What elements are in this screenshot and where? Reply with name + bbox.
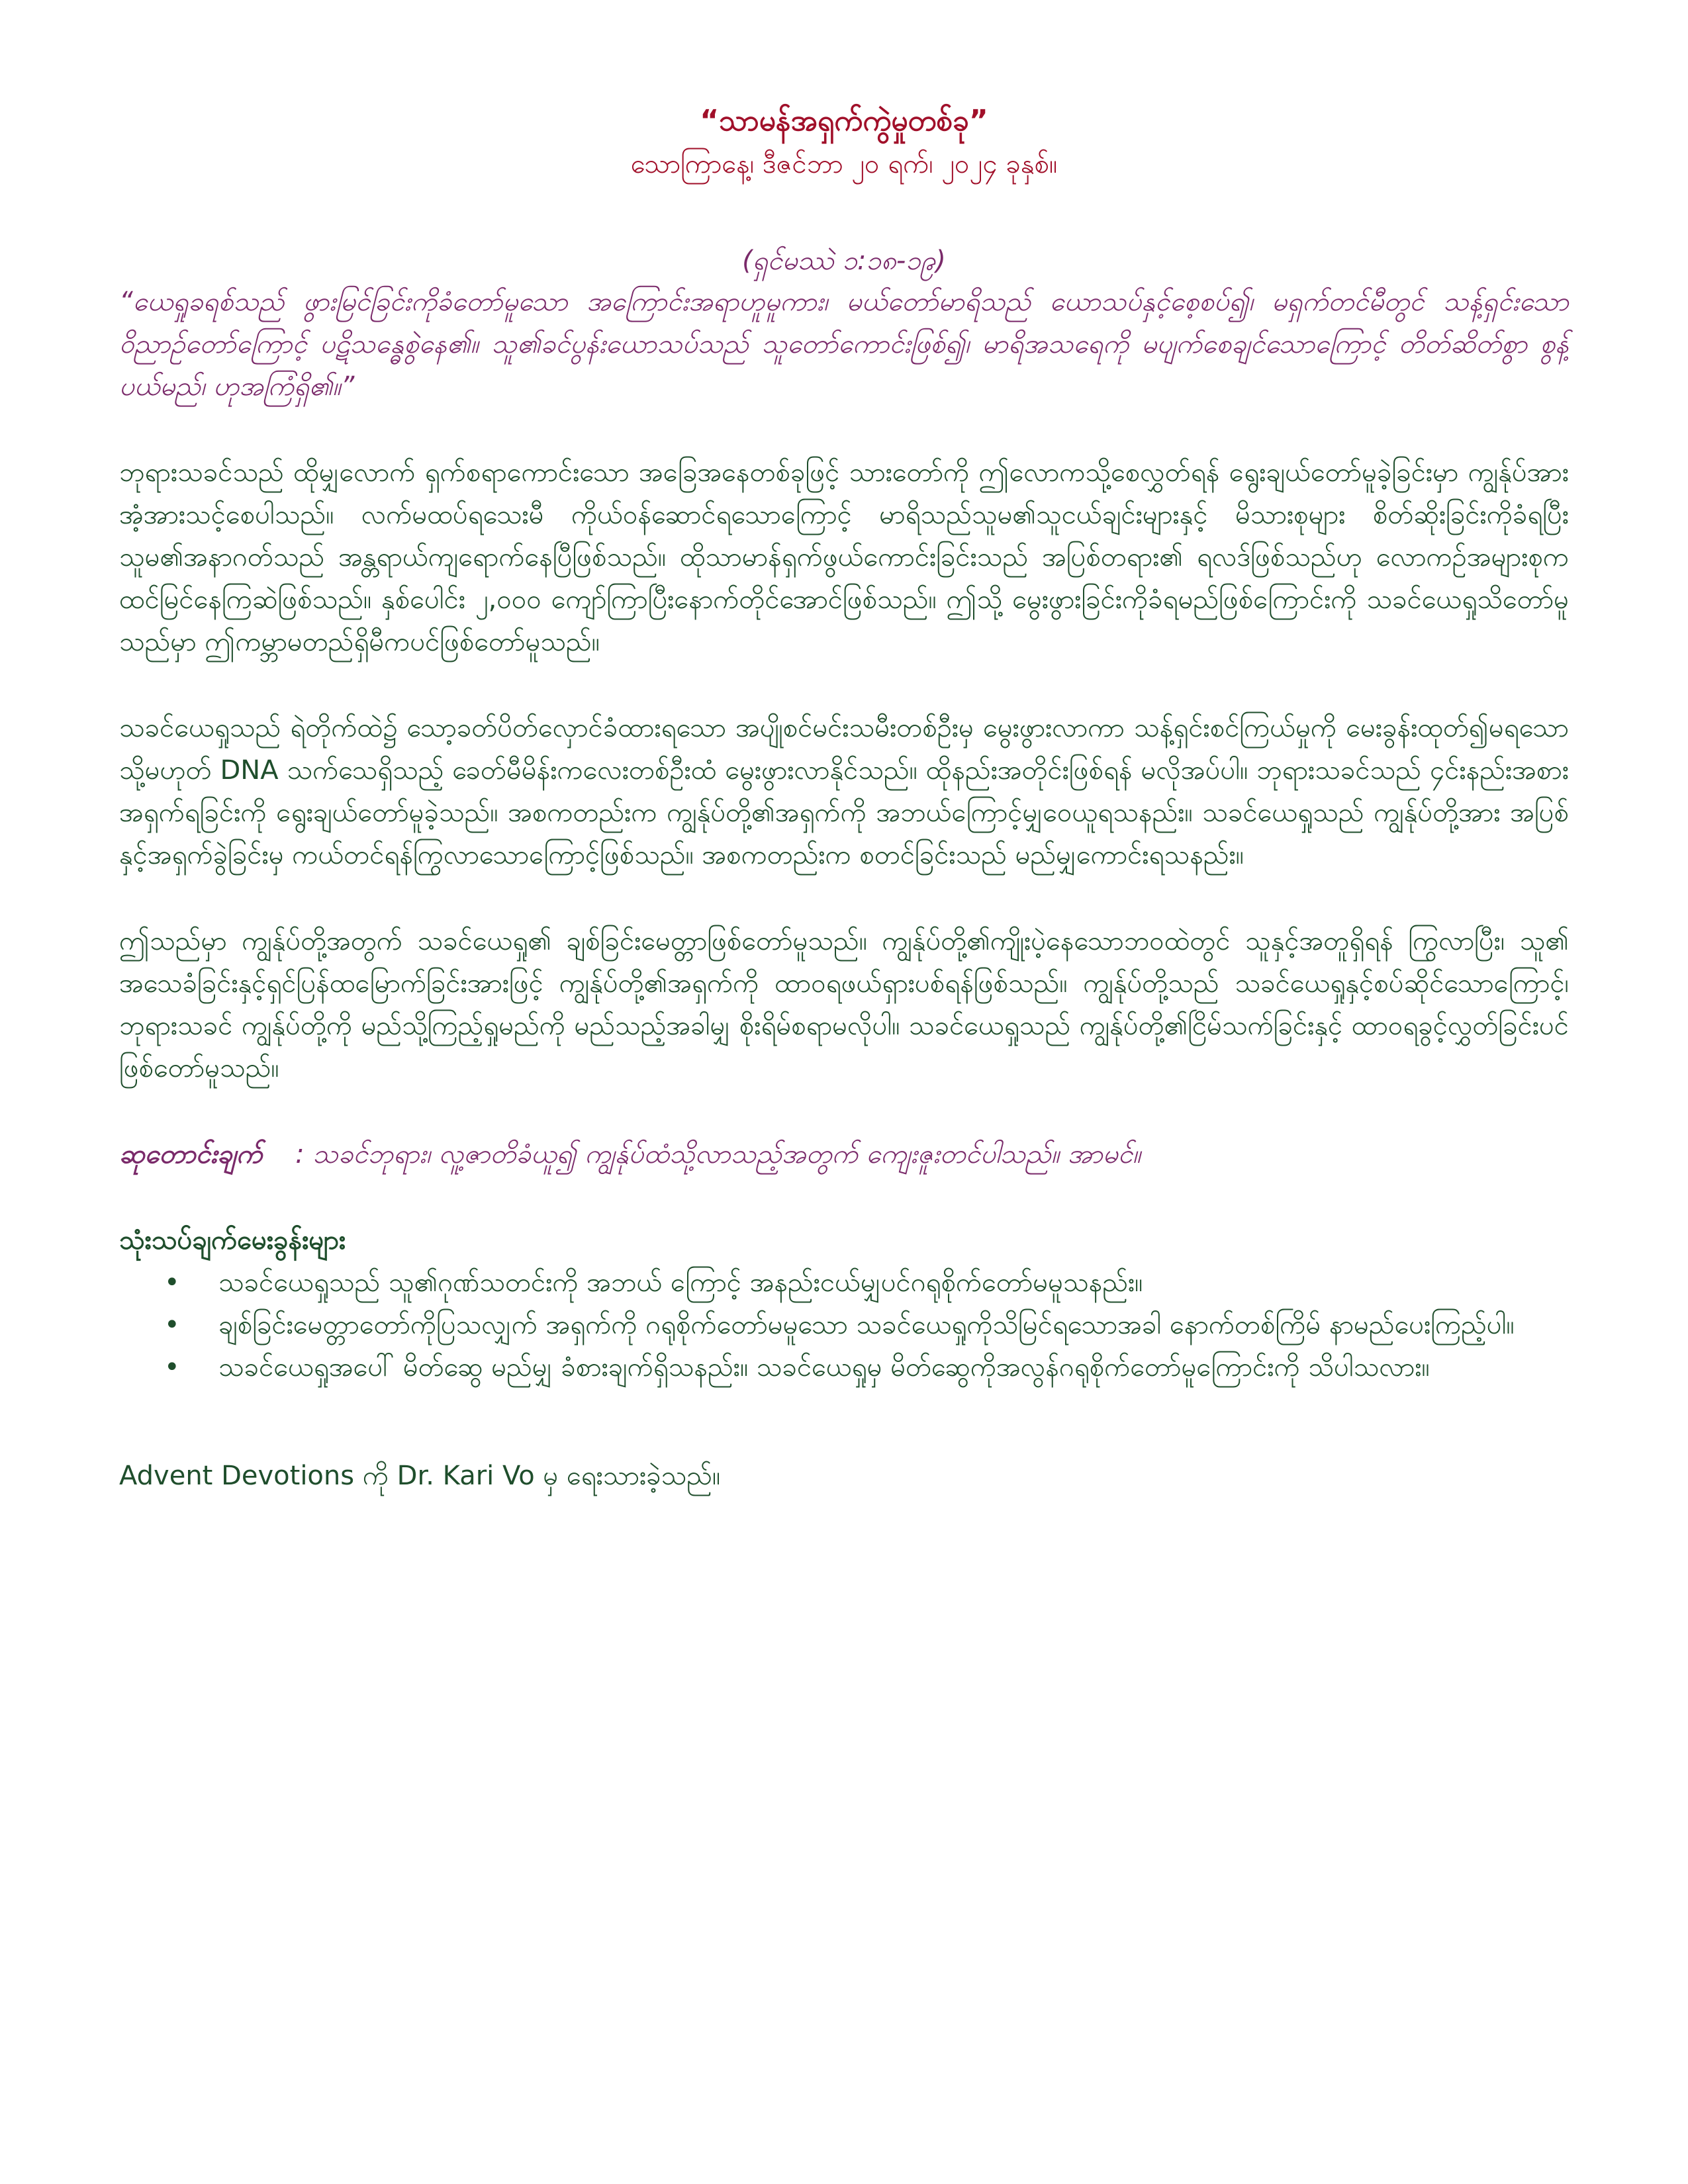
scripture-reference: (ရှင်မဿဲ ၁:၁၈-၁၉) <box>742 246 946 276</box>
devotion-title: “သာမန်အရှက်ကွဲမှုတစ်ခု” <box>700 104 988 138</box>
scripture-text: “ယေရှုခရစ်သည် ဖွားမြင်ခြင်းကိုခံတော်မူသော အကြောင်းအရာဟူမူကား၊ မယ်တော်မာရိသည် ယောသပ်နှင့်စေ့စပ်၍၊ မရှက်တင်မီတွင် သန့်ရှင်းသောဝိညာဉ်တော်ကြောင့် ပဋိသန္ဓေစွဲနေ၏။ သူ၏ခင်ပွန်းယောသပ်သည် သူတော်ကောင်းဖြစ်၍၊ မာရိအသရေကို မပျက်စေချင်သောကြောင့် တိတ်ဆိတ်စွာ စွန့်ပယ်မည်၊ ဟုအကြံရှိ၏။” <box>119 287 1569 402</box>
bullet-icon: • <box>164 1267 180 1298</box>
question-text: သခင်ယေရှုအပေါ် မိတ်ဆွေ မည်မျှ ခံစားချက်ရှိသနည်း။ သခင်ယေရှုမှ မိတ်ဆွေကိုအလွန်ဂရုစိုက်တော်မူကြောင်းကို သိပါသလား။ <box>218 1352 1430 1383</box>
question-text: ချစ်ခြင်းမေတ္တာတော်ကိုပြသလျှက် အရှက်ကို ဂရုစိုက်တော်မမူသော သခင်ယေရှုကိုသိမြင်ရသောအခါ နောက်တစ်ကြိမ် နာမည်ပေးကြည့်ပါ။ <box>218 1310 1515 1340</box>
reflection-questions-list <box>119 1261 1569 1388</box>
reflection-questions-heading: သုံးသပ်ချက်မေးခွန်းများ <box>119 1225 346 1255</box>
bullet-icon: • <box>164 1310 180 1340</box>
devotion-page <box>119 99 1569 1497</box>
reflection-question <box>164 1261 1569 1304</box>
prayer <box>119 1133 1569 1175</box>
prayer-text: : သခင်ဘုရား၊ လူ့ဇာတိခံယူ၍ ကျွန်ုပ်ထံသို့လာသည့်အတွက် ကျေးဇူးတင်ပါသည်။ အာမင်။ <box>295 1139 1141 1169</box>
author-credit: Advent Devotions ကို Dr. Kari Vo မှ ရေးသားခဲ့သည်။ <box>119 1461 721 1491</box>
body-paragraph-1: ဘုရားသခင်သည် ထိုမျှလောက် ရှက်စရာကောင်းသော အခြေအနေတစ်ခုဖြင့် သားတော်ကို ဤလောကသို့စေလွှတ်ရန် ရွေးချယ်တော်မူခဲ့ခြင်းမှာ ကျွန်ုပ်အား အံ့အားသင့်စေပါသည်။ လက်မထပ်ရသေးမီ ကိုယ်ဝန်ဆောင်ရသောကြောင့် မာရိသည်သူမ၏သူငယ်ချင်းများနှင့် မိသားစုများ စိတ်ဆိုးခြင်းကိုခံရပြီး သူမ၏အနာဂတ်သည် အန္တရာယ်ကျရောက်နေပြီဖြစ်သည်။ ထိုသာမာန်ရှက်ဖွယ်ကောင်းခြင်းသည် အပြစ်တရား၏ ရလဒ်ဖြစ်သည်ဟု လောကဥ်အများစုက ထင်မြင်နေကြဆဲဖြစ်သည်။ နှစ်ပေါင်း ၂,၀၀၀ ကျော်ကြာပြီးနောက်တိုင်အောင်ဖြစ်သည်။ ဤသို့ မွေးဖွားခြင်းကိုခံရမည်ဖြစ်ကြောင်းကို သခင်ယေရှုသိတော်မူသည်မှာ ဤကမ္ဘာမတည်ရှိမီကပင်ဖြစ်တော်မူသည်။ <box>119 457 1569 657</box>
reflection-question <box>164 1304 1569 1346</box>
body-paragraph-2: သခင်ယေရှုသည် ရဲတိုက်ထဲ၌ သော့ခတ်ပိတ်လှောင်ခံထားရသော အပျိုစင်မင်းသမီးတစ်ဦးမှ မွေးဖွားလာကာ သန့်ရှင်းစင်ကြယ်မှုကို မေးခွန်းထုတ်၍မရသော သို့မဟုတ် DNA သက်သေရှိသည့် ခေတ်မီမိန်းကလေးတစ်ဦးထံ မွေးဖွားလာနိုင်သည်။ ထိုနည်းအတိုင်းဖြစ်ရန် မလိုအပ်ပါ။ ဘုရားသခင်သည် ၄င်းနည်းအစား အရှက်ရခြင်းကို ရွေးချယ်တော်မူခဲ့သည်။ အစကတည်းက ကျွန်ုပ်တို့၏အရှက်ကို အဘယ်ကြောင့်မျှဝေယူရသနည်း။ သခင်ယေရှုသည် ကျွန်ုပ်တို့အား အပြစ်နှင့်အရှက်ခွဲခြင်းမှ ကယ်တင်ရန်ကြွလာသောကြောင့်ဖြစ်သည်။ အစကတည်းက စတင်ခြင်းသည် မည်မျှကောင်းရသနည်း။ <box>119 713 1569 870</box>
prayer-label: ဆုတောင်းချက် <box>119 1139 263 1169</box>
body-paragraph-3: ဤသည်မှာ ကျွန်ုပ်တို့အတွက် သခင်ယေရှု၏ ချစ်ခြင်းမေတ္တာဖြစ်တော်မူသည်။ ကျွန်ုပ်တို့၏ကျိုးပဲ့နေသောဘဝထဲတွင် သူနှင့်အတူရှိရန် ကြွလာပြီး၊ သူ၏ အသေခံခြင်းနှင့်ရှင်ပြန်ထမြောက်ခြင်းအားဖြင့် ကျွန်ုပ်တို့၏အရှက်ကို ထာဝရဖယ်ရှားပစ်ရန်ဖြစ်သည်။ ကျွန်ုပ်တို့သည် သခင်ယေရှုနှင့်စပ်ဆိုင်သောကြောင့်၊ ဘုရားသခင် ကျွန်ုပ်တို့ကို မည်သို့ကြည့်ရှုမည်ကို မည်သည့်အခါမျှ စိုးရိမ်စရာမလိုပါ။ သခင်ယေရှုသည် ကျွန်ုပ်တို့၏ငြိမ်သက်ခြင်းနှင့် ထာဝရခွင့်လွှတ်ခြင်းပင်ဖြစ်တော်မူသည်။ <box>119 926 1569 1083</box>
question-text: သခင်ယေရှုသည် သူ၏ဂုဏ်သတင်းကို အဘယ် ကြောင့် အနည်းငယ်မျှပင်ဂရုစိုက်တော်မမူသနည်း။ <box>218 1267 1143 1298</box>
bullet-icon: • <box>164 1352 180 1383</box>
devotion-date: သောကြာနေ့၊ ဒီဇင်ဘာ ၂၀ ရက်၊ ၂၀၂၄ ခုနှစ်။ <box>630 149 1058 179</box>
reflection-question <box>164 1346 1569 1388</box>
